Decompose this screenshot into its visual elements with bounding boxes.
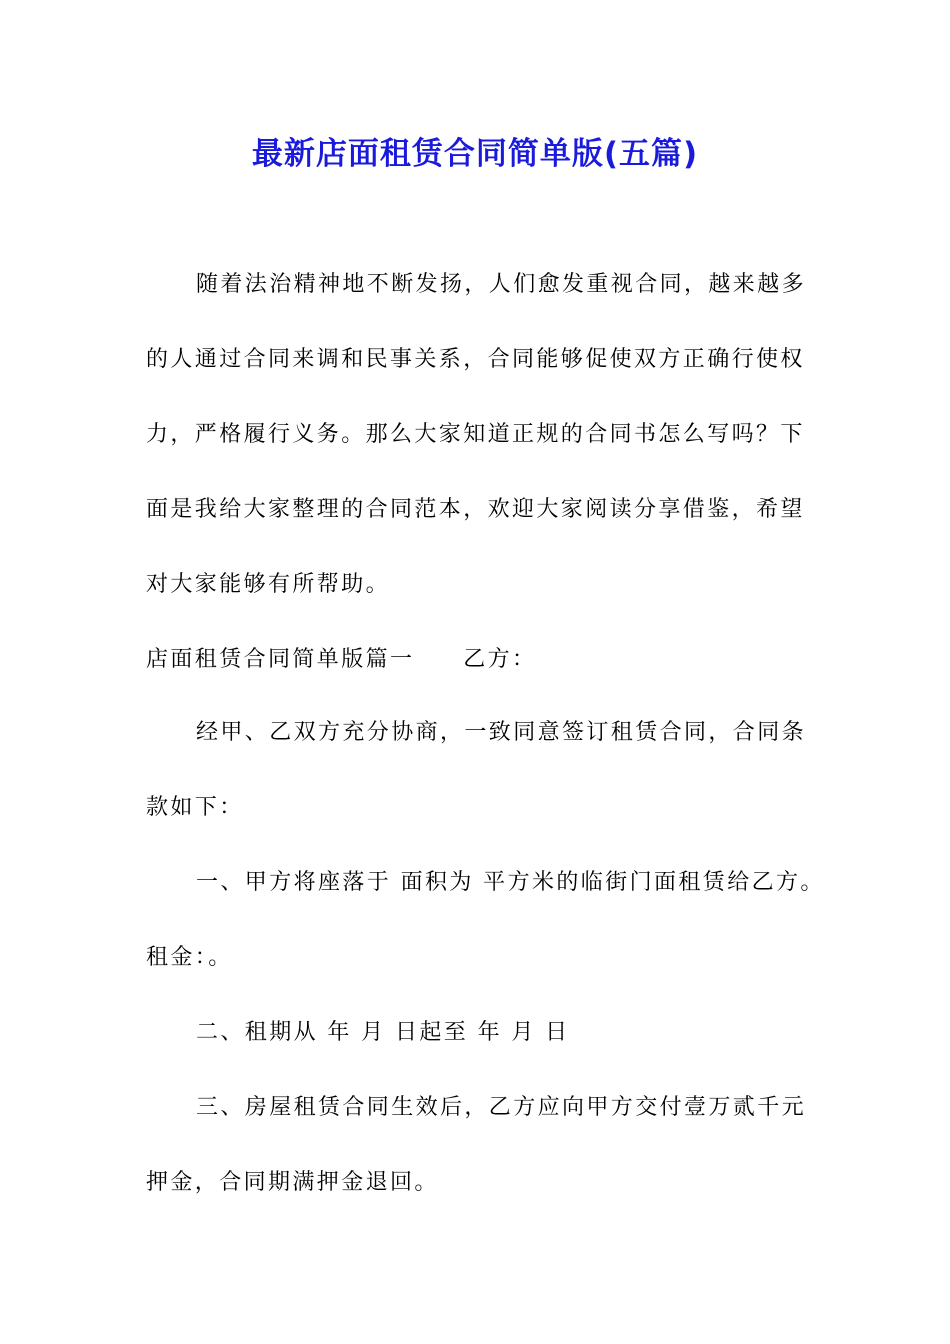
document-title: 最新店面租赁合同简单版(五篇): [251, 136, 699, 172]
clause-line: 三、房屋租赁合同生效后，乙方应向甲方交付壹万贰千元: [196, 1095, 807, 1120]
clause-line: 租金：。: [146, 945, 233, 970]
paragraph-line: 款如下：: [146, 795, 244, 820]
paragraph-line: 经甲、乙双方充分协商，一致同意签订租赁合同，合同条: [196, 720, 807, 745]
paragraph-line: 面是我给大家整理的合同范本，欢迎大家阅读分享借鉴，希望: [146, 497, 805, 522]
section-heading: 店面租赁合同简单版篇一 乙方：: [146, 647, 537, 672]
paragraph-line: 力，严格履行义务。那么大家知道正规的合同书怎么写吗？下: [146, 422, 805, 447]
clause-line: 押金，合同期满押金退回。: [146, 1170, 439, 1195]
clause-line: 二、租期从 年 月 日起至 年 月 日: [196, 1020, 570, 1045]
paragraph-line: 的人通过合同来调和民事关系，合同能够促使双方正确行使权: [146, 347, 805, 372]
paragraph-line: 随着法治精神地不断发扬，人们愈发重视合同，越来越多: [196, 272, 807, 297]
clause-line: 一、甲方将座落于 面积为 平方米的临街门面租赁给乙方。: [196, 870, 825, 895]
paragraph-line: 对大家能够有所帮助。: [146, 572, 391, 597]
